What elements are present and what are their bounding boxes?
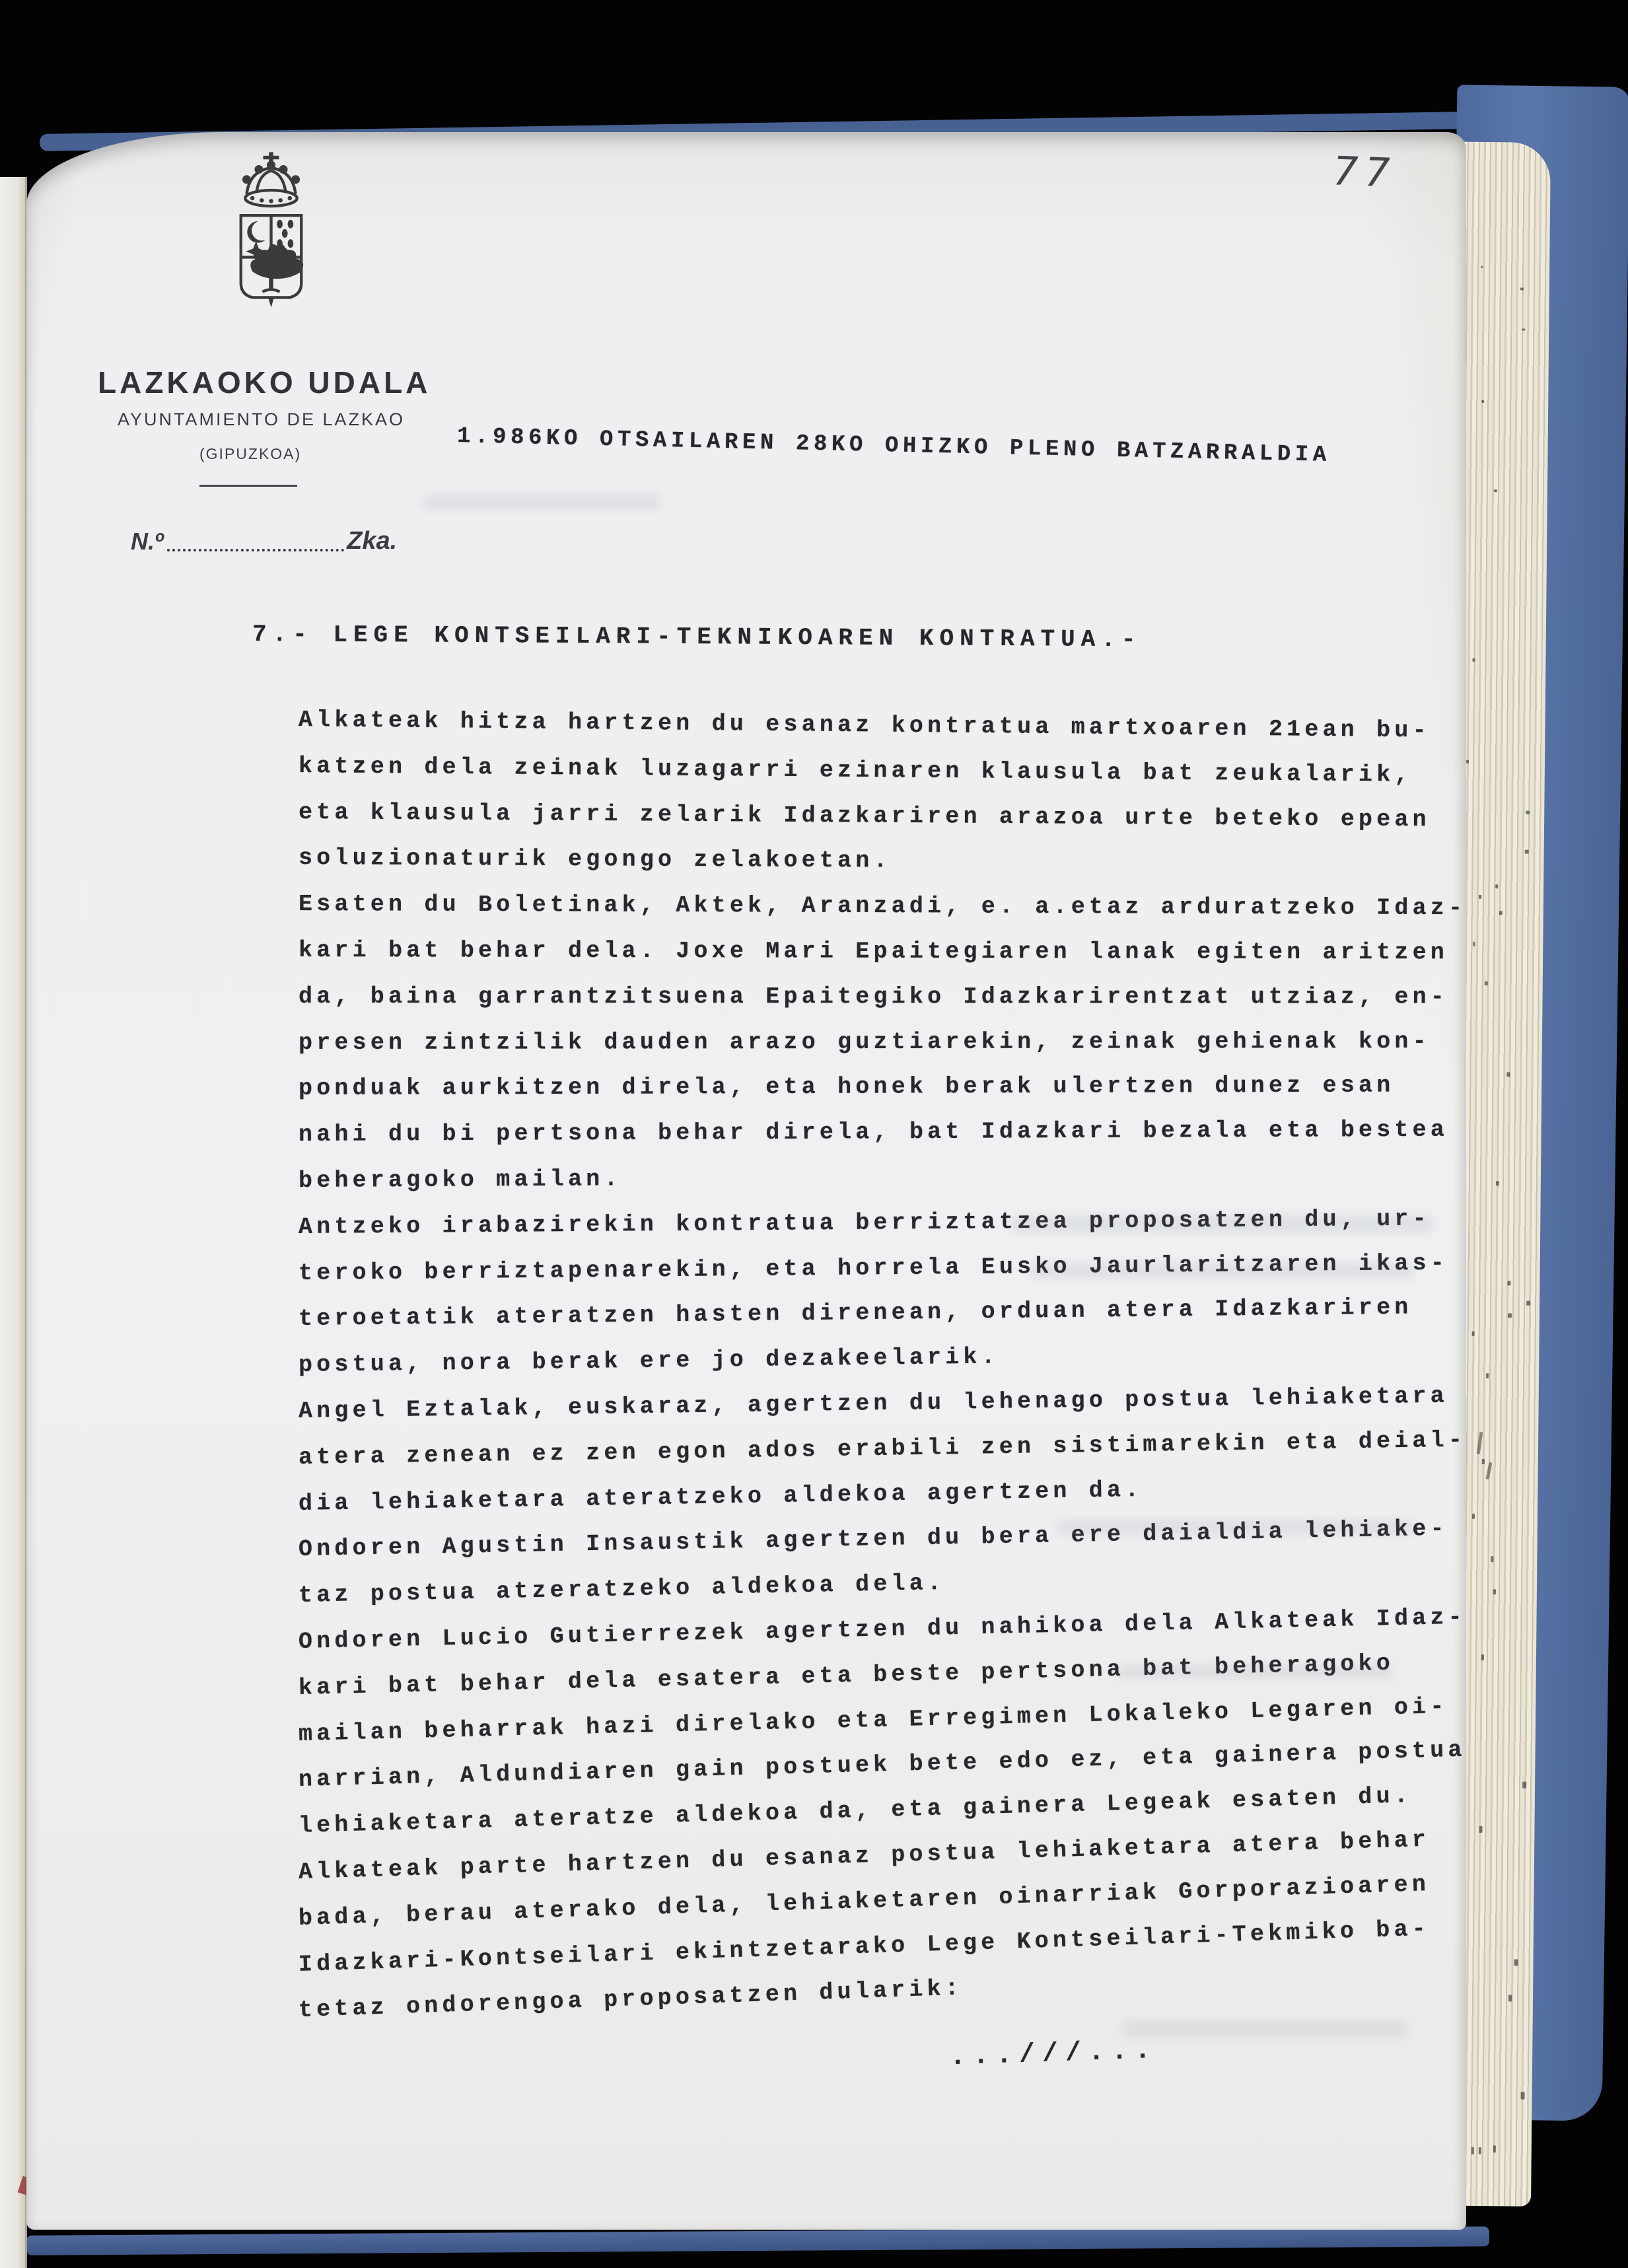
page-edge-speck bbox=[1526, 810, 1530, 814]
letterhead-municipality: LAZKAOKO UDALA bbox=[98, 365, 431, 400]
page-edge-speck bbox=[1514, 1960, 1518, 1966]
typed-line: soluzionaturik egongo zelakoetan. bbox=[298, 845, 892, 874]
coat-of-arms-icon bbox=[197, 149, 345, 351]
document-page bbox=[26, 132, 1466, 2230]
page-edge-speck bbox=[1526, 1301, 1530, 1306]
page-edge-speck bbox=[1493, 2146, 1496, 2153]
page-edge-speck bbox=[1522, 1782, 1526, 1788]
bleed-through-smudge bbox=[1057, 1519, 1413, 1535]
typed-line: Angel Eztalak, euskaraz, agertzen du lehenago postua lehiaketara bbox=[298, 1382, 1449, 1425]
ref-prefix-label: N.º bbox=[131, 528, 164, 555]
page-edge-speck bbox=[1472, 658, 1475, 662]
typed-line: kari bat behar dela esatera eta beste pertsona bat beheragoko bbox=[298, 1650, 1395, 1701]
typed-body bbox=[299, 697, 1507, 2034]
typed-line: Alkateak hitza hartzen du esanaz kontratua martxoaren 21ean bu- bbox=[298, 707, 1431, 744]
typed-line: Antzeko irabazirekin kontratua berriztatzea proposatzen du, ur- bbox=[298, 1205, 1431, 1240]
ref-suffix-label: Zka. bbox=[347, 527, 398, 555]
typed-line: teroetatik ateratzen hasten direnean, orduan atera Idazkariren bbox=[298, 1294, 1413, 1333]
bleed-through-smudge bbox=[1123, 2021, 1407, 2037]
book-cover-bottom-edge bbox=[26, 2226, 1489, 2255]
typed-line: postua, nora berak ere jo dezakeelarik. bbox=[298, 1343, 1000, 1379]
typed-line: Ondoren Lucio Gutierrezek agertzen du nahikoa dela Alkateak Idaz- bbox=[298, 1604, 1467, 1655]
page-edge-speck bbox=[1494, 489, 1497, 492]
typed-line: ponduak aurkitzen direla, eta honek berak ulertzen dunez esan bbox=[298, 1072, 1395, 1102]
bleed-through-smudge bbox=[1030, 1263, 1413, 1279]
page-edge-speck bbox=[1471, 2147, 1473, 2154]
typed-line: tetaz ondorengoa proposatzen dularik: bbox=[298, 1975, 964, 2024]
typed-line: Idazkari-Kontseilari ekintzetarako Lege Kontseilari-Tekmiko ba- bbox=[298, 1915, 1431, 1978]
letterhead-rule bbox=[199, 485, 297, 487]
letterhead-province: (GIPUZKOA) bbox=[199, 445, 302, 462]
continuation-mark: ...///... bbox=[949, 2036, 1158, 2073]
typed-line: kari bat behar dela. Joxe Mari Epaitegiaren lanak egiten aritzen bbox=[298, 937, 1449, 966]
typed-line: da, baina garrantzitsuena Epaitegiko Idazkarirentzat utziaz, en- bbox=[298, 983, 1449, 1010]
typed-line: Alkateak parte hartzen du esanaz postua lehiaketara atera behar bbox=[298, 1826, 1431, 1886]
bleed-through-smudge bbox=[423, 494, 660, 510]
page-edge-speck bbox=[1481, 400, 1484, 403]
page-edge-speck bbox=[1507, 1281, 1510, 1285]
page-edge-speck bbox=[1481, 266, 1483, 267]
page-edge-speck bbox=[1506, 1073, 1510, 1077]
typed-line: teroko berriztapenarekin, eta horrela Eusko Jaurlaritzaren ikas- bbox=[298, 1250, 1449, 1287]
facing-page-edge bbox=[0, 177, 27, 2268]
handwritten-page-number: 77 bbox=[1331, 148, 1398, 197]
typed-line: bada, berau aterako dela, lehiaketaren oinarriak Gorporazioaren bbox=[298, 1870, 1431, 1932]
typed-line: atera zenean ez zen egon ados erabili zen sistimarekin eta deial- bbox=[298, 1427, 1467, 1471]
typed-line: nahi du bi pertsona behar direla, bat Idazkari bezala eta bestea bbox=[298, 1116, 1449, 1149]
typed-line: Esaten du Boletinak, Aktek, Aranzadi, e. a.etaz arduratzeko Idaz- bbox=[298, 891, 1467, 922]
section-heading: 7.- LEGE KONTSEILARI-TEKNIKOAREN KONTRATUA.- bbox=[252, 621, 1142, 654]
typed-line: eta klausula jarri zelarik Idazkariren arazoa urte beteko epean bbox=[298, 798, 1431, 833]
typed-line: mailan beharrak hazi direlako eta Erregimen Lokaleko Legaren oi- bbox=[298, 1693, 1448, 1748]
typed-line: dia lehiaketara ateratzeko aldekoa agertzen da. bbox=[298, 1476, 1143, 1517]
typed-line: narrian, Aldundiaren gain postuek bete edo ez, eta gainera postua bbox=[298, 1736, 1467, 1794]
bleed-through-smudge bbox=[1116, 1664, 1394, 1679]
page-edge-speck bbox=[1479, 2147, 1481, 2154]
page-edge-speck bbox=[1525, 849, 1529, 853]
typed-line: presen zintzilik dauden arazo guztiarekin, zeinak gehienak kon- bbox=[298, 1028, 1431, 1056]
reference-number-row bbox=[131, 527, 397, 555]
typed-line: lehiaketara ateratze aldekoa da, eta gainera Legeak esaten du. bbox=[298, 1783, 1413, 1840]
page-edge-speck bbox=[1522, 328, 1525, 331]
typed-line: katzen dela zeinak luzagarri ezinaren klausula bat zeukalarik, bbox=[298, 752, 1413, 789]
typed-line: beheragoko mailan. bbox=[298, 1166, 622, 1194]
letterhead-subtitle: AYUNTAMIENTO DE LAZKAO bbox=[118, 409, 406, 429]
session-title: 1.986KO OTSAILAREN 28KO OHIZKO PLENO BATZARRALDIA bbox=[456, 424, 1331, 468]
typed-line: Ondoren Agustin Insaustik agertzen du bera ere daialdia lehiake- bbox=[298, 1515, 1449, 1563]
typed-line: taz postua atzeratzeko aldekoa dela. bbox=[298, 1569, 946, 1610]
page-edge-speck bbox=[1520, 288, 1524, 291]
page-edge-speck bbox=[1520, 2092, 1524, 2100]
ref-dotted-line bbox=[167, 549, 344, 551]
bleed-through-smudge bbox=[1010, 1215, 1433, 1232]
page-edge-speck bbox=[1508, 1995, 1512, 2002]
page-edge-speck bbox=[1508, 1313, 1511, 1318]
